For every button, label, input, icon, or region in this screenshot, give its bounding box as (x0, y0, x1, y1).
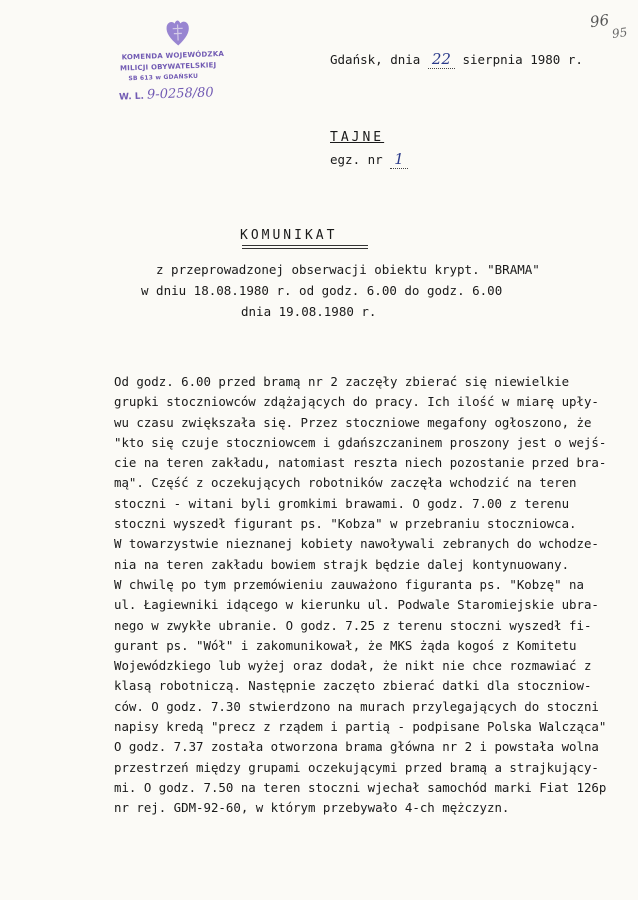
body-line: przestrzeń między grupami oczekującymi przed bramą a strajkujący- (114, 759, 599, 775)
stamp-line-3: SB 613 w GDAŃSKU (128, 72, 199, 83)
date-prefix: Gdańsk, dnia (330, 52, 421, 67)
stamp-registration (119, 85, 214, 103)
eagle-emblem-icon (164, 18, 191, 47)
body-line: O godz. 7.37 została otworzona brama główna nr 2 i powstała wolna (114, 739, 599, 755)
body-text (114, 372, 638, 819)
page-number-mark-secondary: 95 (611, 25, 629, 41)
body-line: nego w zwykłe ubranie. O godz. 7.25 z terenu stoczni wyszedł fi- (114, 617, 592, 633)
copy-prefix: egz. nr (330, 152, 383, 167)
body-line: W towarzystwie nieznanej kobiety nawoływali zebranych do wchodze- (114, 536, 599, 552)
subtitle-line: w dniu 18.08.1980 r. od godz. 6.00 do godz. 6.00 (141, 283, 503, 298)
document-title: KOMUNIKAT (240, 228, 338, 243)
official-stamp (116, 15, 269, 116)
body-line: nia na teren zakładu bowiem strajk będzie dalej kontynuowany. (114, 556, 570, 572)
body-line: nr rej. GDM-92-60, w którym przebywało 4-ch mężczyzn. (114, 800, 510, 816)
stamp-line-2: MILICJI OBYWATELSKIEJ (119, 61, 217, 73)
body-line: napisy kredą "precz z rządem i partią - podpisane Polska Walcząca" (114, 719, 607, 735)
body-line: W chwilę po tym przemówieniu zauważono figuranta ps. "Kobzę" na (114, 576, 584, 592)
subtitle-line: dnia 19.08.1980 r. (241, 304, 377, 319)
date-day: 22 (428, 50, 455, 69)
document-date (330, 50, 583, 69)
copy-number (330, 150, 408, 169)
body-line: stoczni wyszedł figurant ps. "Kobza" w przebraniu stoczniowca. (114, 516, 577, 532)
body-line: wu czasu zwiększała się. Przez stoczniowe megafony ogłoszono, że (114, 414, 592, 430)
body-line: gurant ps. "Wół" i zakomunikował, że MKS żąda kogoś z Komitetu (114, 637, 577, 653)
stamp-reg-number: 9-0258/80 (146, 85, 214, 103)
body-line: ców. O godz. 7.30 stwierdzono na murach przylegających do stoczni (114, 698, 599, 714)
classification-label: TAJNE (330, 130, 385, 145)
title-underline (242, 245, 368, 249)
date-suffix: sierpnia 1980 r. (462, 52, 583, 67)
page-number-mark: 96 (588, 10, 611, 32)
subtitle-line: z przeprowadzonej obserwacji obiektu krypt. "BRAMA" (156, 262, 540, 277)
stamp-line-1: KOMENDA WOJEWÓDZKA (121, 49, 225, 62)
body-line: grupki stoczniowców zdążających do pracy. Ich ilość w miarę upły- (114, 394, 599, 410)
body-line: stoczni - witani byli gromkimi brawami. O godz. 7.00 z terenu (114, 495, 570, 511)
body-line: Wojewódzkiego lub wyżej oraz dodał, że nikt nie chce rozmawiać z (114, 658, 592, 674)
copy-number-value: 1 (390, 150, 408, 169)
body-line: mą". Część z oczekujących robotników zaczęła wchodzić na teren (114, 475, 577, 491)
body-line: ul. Łagiewniki idącego w kierunku ul. Podwale Staromiejskie ubra- (114, 597, 599, 613)
body-line: Od godz. 6.00 przed bramą nr 2 zaczęły zbierać się niewielkie (114, 374, 570, 389)
body-line: mi. O godz. 7.50 na teren stoczni wjechał samochód marki Fiat 126p (114, 779, 607, 795)
body-line: cie na teren zakładu, natomiast reszta niech pozostanie przed bra- (114, 455, 607, 471)
stamp-reg-prefix: W. L. (118, 91, 145, 103)
body-line: "kto się czuje stoczniowcem i gdańszczaninem proszony jest o wejś- (114, 434, 607, 450)
body-line: klasą robotniczą. Następnie zaczęto zbierać datki dla stoczniow- (114, 678, 592, 694)
